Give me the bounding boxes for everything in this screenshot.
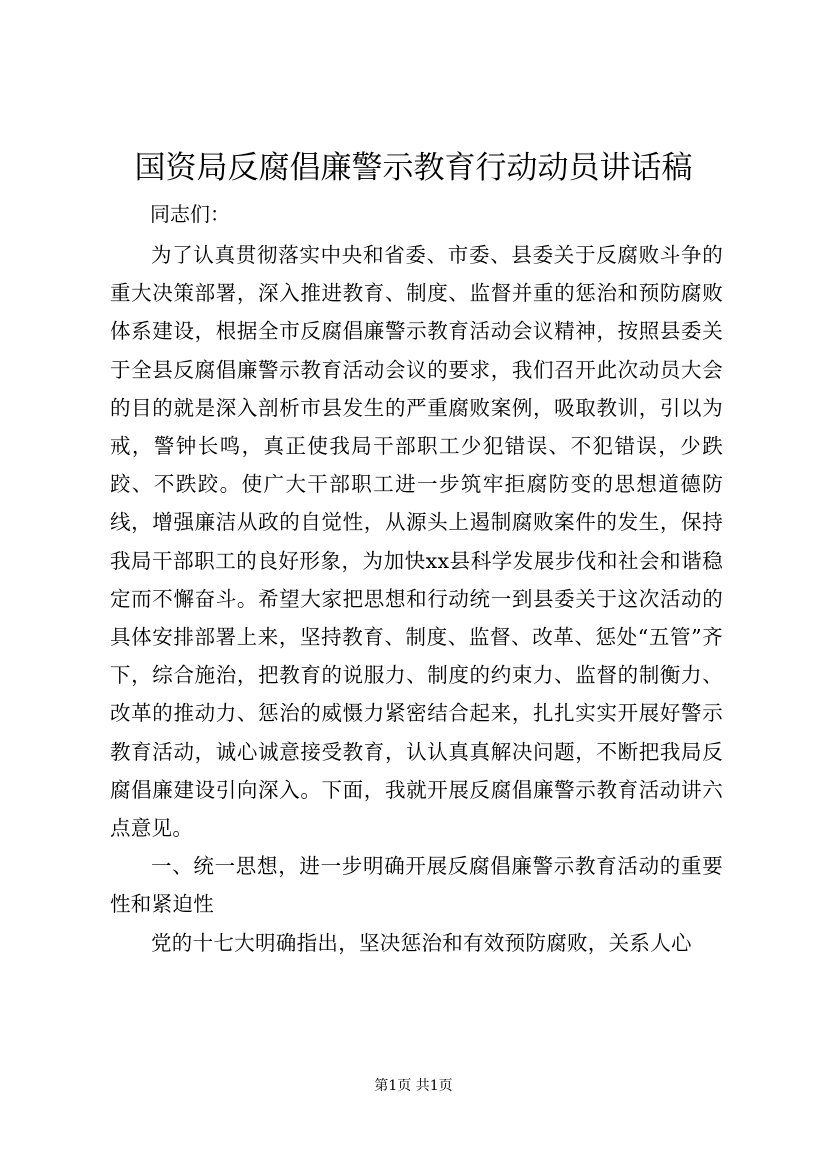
paragraph-section-one: 党的十七大明确指出，坚决惩治和有效预防腐败，关系人心 xyxy=(151,930,692,955)
page-number-footer: 第1页 共1页 xyxy=(374,1078,453,1094)
paragraph-intro: 为了认真贯彻落实中央和省委、市委、县委关于反腐败斗争的重大决策部署，深入推进教育、制度、监督并重的惩治和预防腐败体系建设，根据全市反腐倡廉警示教育活动会议精神，按照县委关于全县反腐倡廉警示教育活动会议的要求，我们召开此次动员大会的目的就是深入剖析市县发生的严重腐败案例，吸取教训，引以为戒，警钟长鸣，真正使我局干部职工少犯错误、不犯错误，少跌跤、不跌跤。使广大干部职工进一步筑牢拒腐防变的思想道德防线，增强廉洁从政的自觉性，从源头上遏制腐败案件的发生，保持我局干部职工的良好形象，为加快xx县科学发展步伐和社会和谐稳定而不懈奋斗。希望大家把思想和行动统一到县委关于这次活动的具体安排部署上来，坚持教育、制度、监督、改革、惩处“五管”齐下，综合施治，把教育的说服力、制度的约束力、监督的制衡力、改革的推动力、惩治的威慑力紧密结合起来，扎扎实实开展好警示教育活动，诚心诚意接受教育，认认真真解决问题，不断把我局反腐倡廉建设引向深入。下面，我就开展反腐倡廉警示教育活动讲六点意见。 xyxy=(110,243,723,841)
salutation: 同志们： xyxy=(150,202,230,226)
document-title: 国资局反腐倡廉警示教育行动动员讲话稿 xyxy=(134,150,693,186)
section-heading-one: 一、统一思想，进一步明确开展反腐倡廉警示教育活动的重要性和紧迫性 xyxy=(110,854,723,917)
document-body xyxy=(110,236,723,962)
